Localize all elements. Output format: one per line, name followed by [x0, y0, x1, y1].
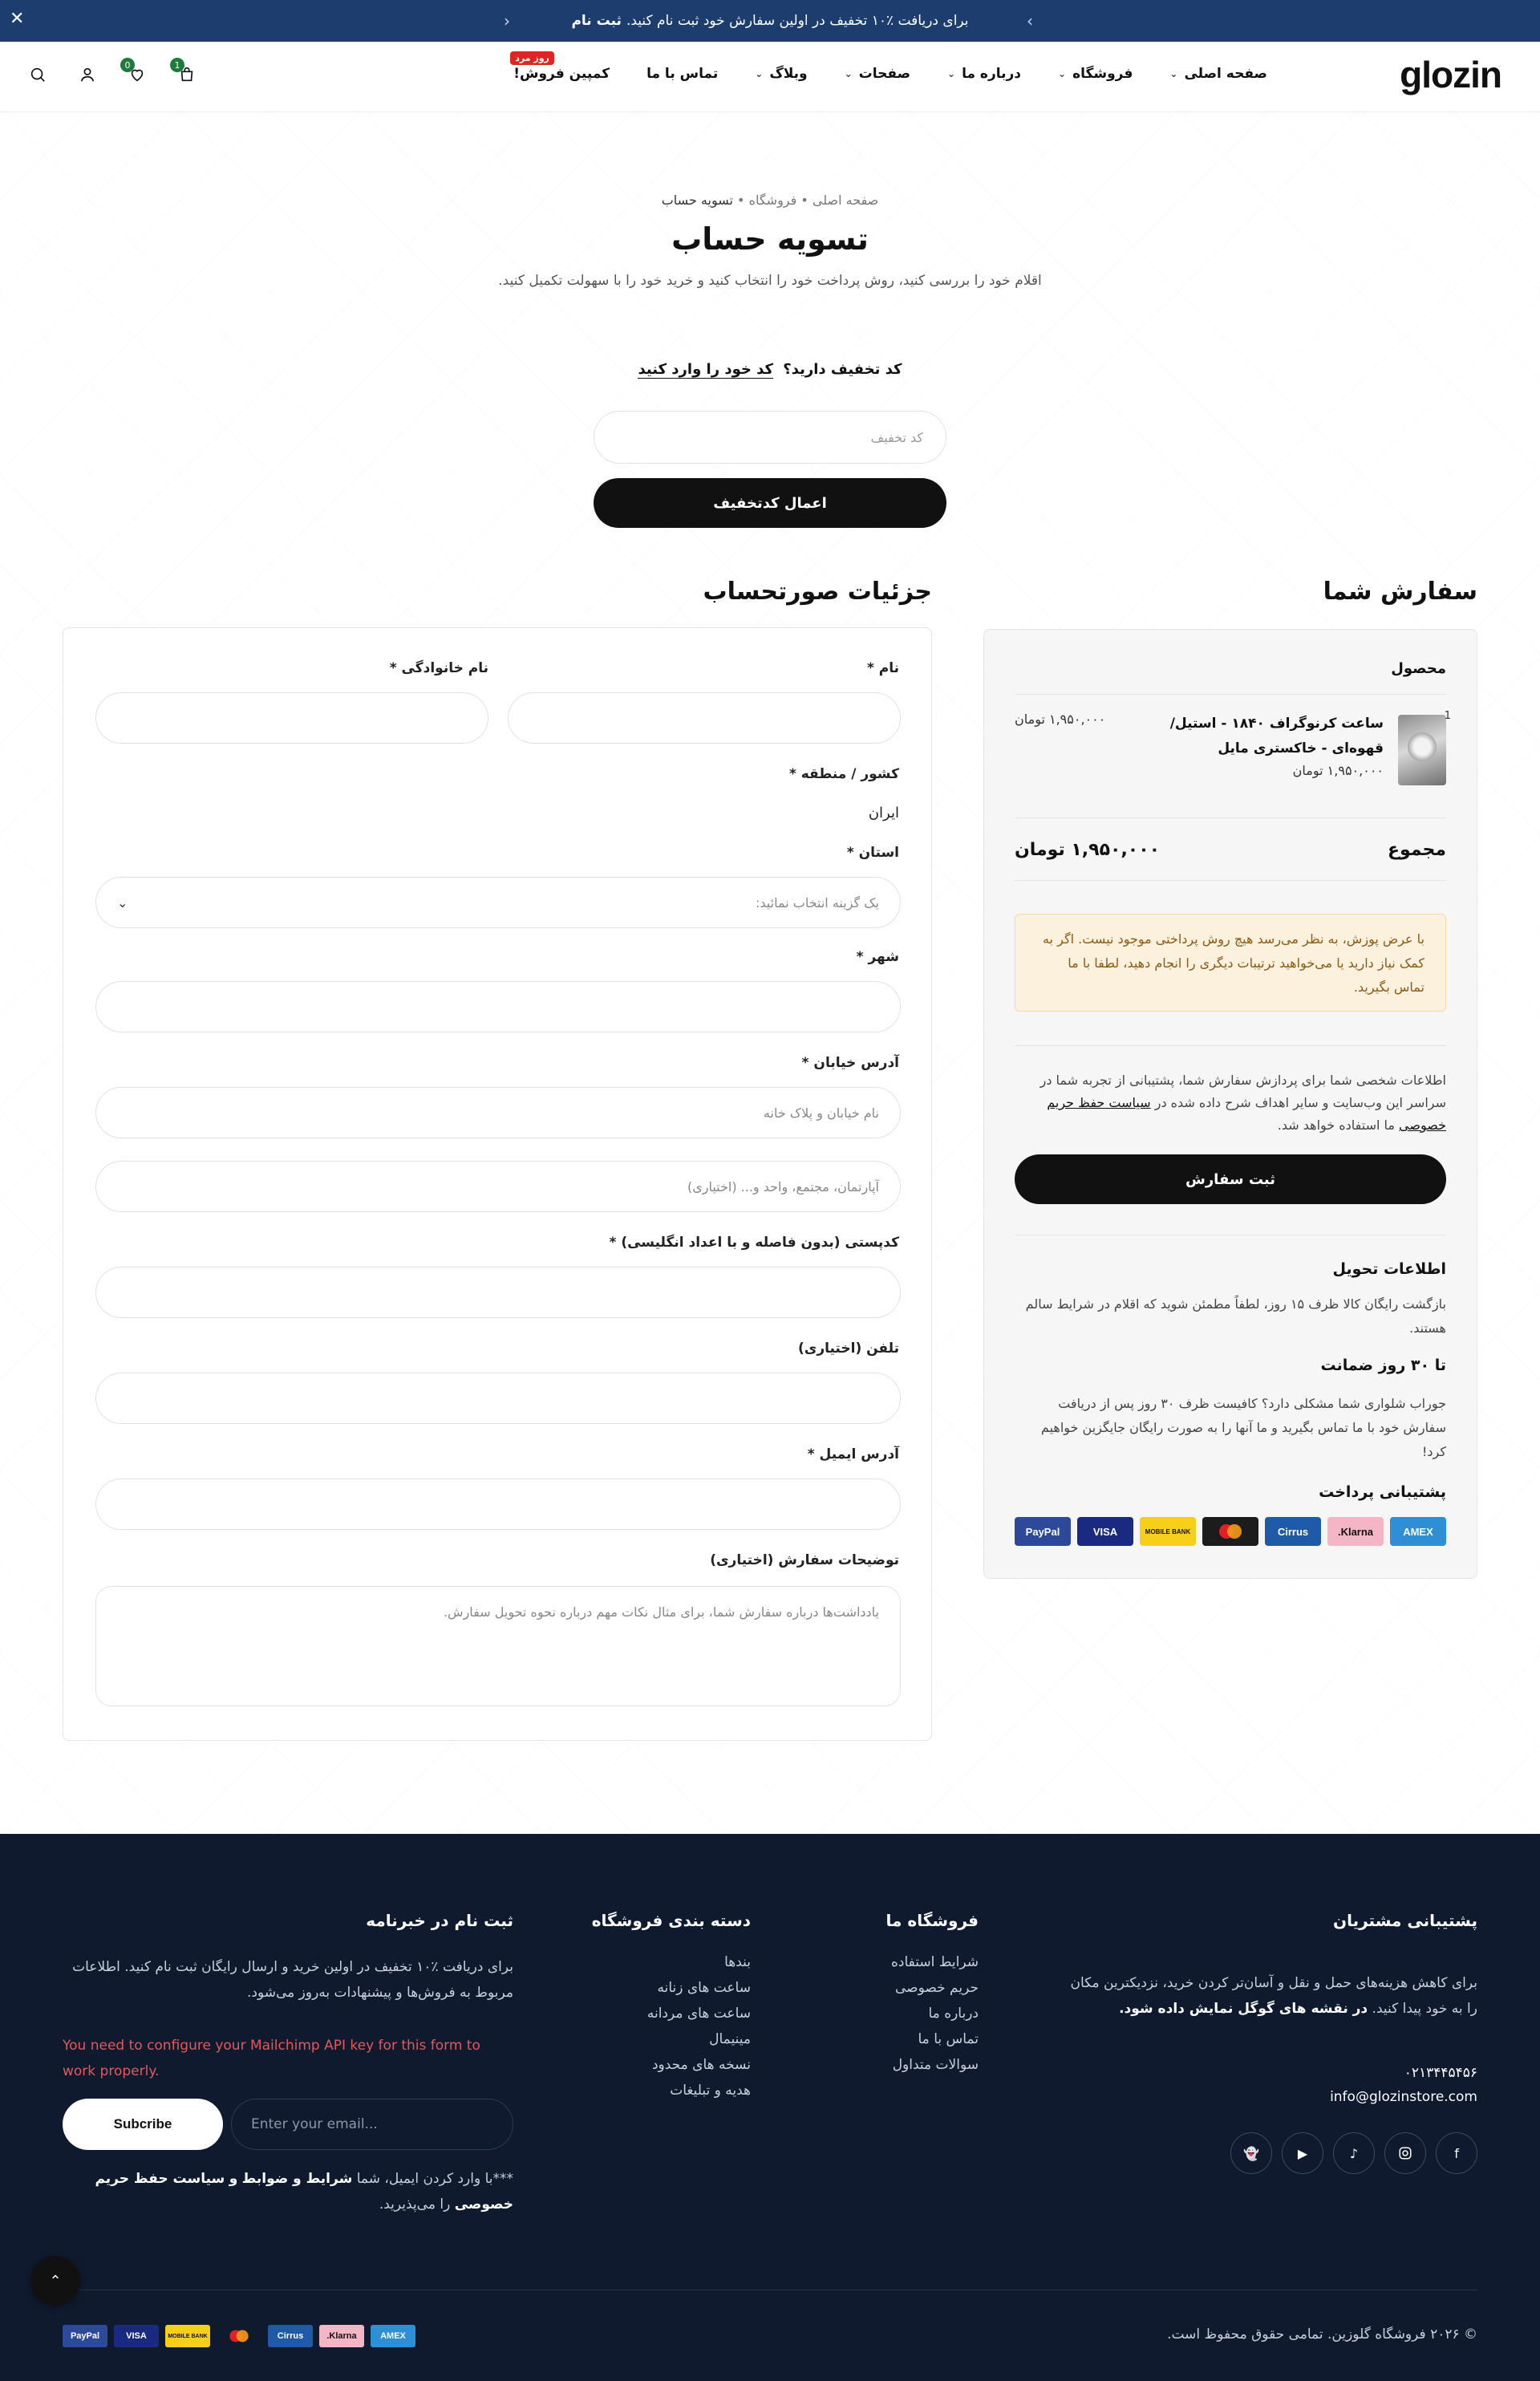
newsletter-email-input[interactable]: Enter your email... [231, 2099, 513, 2150]
search-icon[interactable] [27, 64, 48, 85]
country-label: کشور / منطقه * [788, 766, 899, 782]
nav-about[interactable] [947, 66, 1021, 82]
nav-blog[interactable] [755, 66, 807, 82]
footer-link[interactable]: بندها [724, 1954, 751, 1970]
privacy-text: اطلاعات شخصی شما برای پردازش سفارش شما، پشتیبانی از تجربه شما در سراسر این وب‌سایت و سایر اهداف شرح داده شده در [1040, 1073, 1446, 1110]
instagram-icon[interactable] [1384, 2132, 1426, 2174]
first-name-label: نام * [866, 660, 899, 676]
divider [1015, 1045, 1446, 1046]
topbar-text: برای دریافت ٪۱۰ تخفیف در اولین سفارش خود ثبت نام کنید. [626, 13, 969, 29]
nav-label: صفحه اصلی [1184, 66, 1267, 82]
breadcrumb-separator: • [796, 193, 808, 208]
product-name[interactable]: ساعت کرنوگراف ۱۸۴۰ - استیل/قهوه‌ای - خاکستری مایل [1169, 716, 1384, 756]
snapchat-icon[interactable]: 👻 [1230, 2132, 1272, 2174]
shop-links-title: فروشگاه ما [886, 1911, 979, 1930]
klarna-icon: Klarna. [319, 2325, 364, 2347]
chevron-down-icon: ⌄ [947, 68, 956, 79]
nav-pages[interactable] [845, 66, 910, 82]
support-email[interactable]: info@glozinstore.com [1330, 2089, 1477, 2105]
billing-section-title: جزئیات صورتحساب [703, 578, 932, 606]
product-line-total: ۱,۹۵۰,۰۰۰ تومان [1015, 712, 1106, 727]
warranty-title: تا ۳۰ روز ضمانت [1320, 1357, 1446, 1374]
support-body: برای کاهش هزینه‌های حمل و نقل و آسان‌تر کردن خرید، نزدیکترین مکان را به خود پیدا کنید. [1070, 1975, 1477, 2017]
city-label: شهر * [856, 949, 899, 965]
nav-shop[interactable] [1058, 66, 1133, 82]
topbar-next-icon[interactable]: › [1027, 11, 1033, 30]
apply-coupon-button[interactable]: اعمال کدتخفیف [594, 478, 946, 528]
wishlist-count-badge: 0 [120, 58, 135, 72]
last-name-label: نام خانوادگی * [389, 660, 488, 676]
payment-logos [1015, 1517, 1446, 1546]
state-label: استان * [846, 845, 899, 861]
email-field[interactable] [95, 1478, 901, 1530]
footer-link[interactable]: هدیه و تبلیغات [670, 2083, 751, 2099]
nav-label: تماس با ما [646, 66, 719, 82]
visa-icon: VISA [114, 2325, 159, 2347]
nav-campaign[interactable] [513, 53, 610, 82]
privacy-policy-link[interactable]: سیاست حفظ حریم خصوصی [1047, 1095, 1446, 1133]
newsletter-consent [63, 2166, 513, 2217]
coupon-input[interactable]: کد تخفیف [594, 411, 946, 464]
footer-link[interactable]: ساعت های زنانه [657, 1980, 751, 1996]
visa-icon: VISA [1077, 1517, 1133, 1546]
order-summary [983, 629, 1477, 1579]
coupon-question: کد تخفیف دارید؟ [783, 361, 902, 378]
topbar-close-icon[interactable]: ✕ [10, 9, 25, 29]
state-select-value: یک گزینه انتخاب نمائید: [756, 894, 879, 911]
place-order-button[interactable]: ثبت سفارش [1015, 1154, 1446, 1204]
no-payment-notice: با عرض پوزش، به نظر می‌رسد هیچ روش پرداختی موجود نیست. اگر به کمک نیاز دارید یا می‌خواهید ترتیبات دیگری را انجام دهید، لطفا با ما تماس بگیرید. [1015, 914, 1446, 1012]
watch-face-image [1408, 732, 1437, 761]
campaign-badge: روز مرد [510, 51, 554, 65]
category-links-title: دسته بندی فروشگاه [591, 1911, 751, 1930]
cirrus-icon: Cirrus [268, 2325, 313, 2347]
announcement-bar [0, 0, 1540, 42]
state-select[interactable] [95, 877, 901, 928]
page-subtitle: اقلام خود را بررسی کنید، روش پرداخت خود را انتخاب کنید و خرید خود را با سهولت تکمیل کنید. [498, 273, 1042, 289]
footer-link[interactable]: حریم خصوصی [895, 1980, 979, 1996]
payment-support-title: پشتیبانی پرداخت [1319, 1483, 1446, 1501]
order-section-title: سفارش شما [1323, 578, 1477, 606]
product-thumbnail[interactable] [1398, 715, 1446, 785]
footer-link[interactable]: ساعت های مردانه [646, 2006, 751, 2022]
consent-and: و [229, 2171, 238, 2187]
product-column-header: محصول [1391, 660, 1446, 677]
subscribe-button[interactable]: Subcribe [63, 2099, 223, 2150]
notes-label: توضیحات سفارش (اختیاری) [710, 1552, 899, 1568]
nav-label: فروشگاه [1072, 66, 1133, 82]
delivery-title: اطلاعات تحویل [1332, 1260, 1446, 1278]
footer-link[interactable]: مینیمال [709, 2031, 751, 2047]
cart-icon[interactable] [174, 59, 197, 85]
email-label: آدرس ایمیل * [807, 1446, 899, 1462]
mastercard-icon [1202, 1517, 1258, 1546]
tiktok-icon[interactable]: ♪ [1333, 2132, 1375, 2174]
city-field[interactable] [95, 981, 901, 1032]
nav-label: صفحات [858, 66, 911, 82]
header-icons [27, 59, 197, 85]
topbar-prev-icon[interactable]: ‹ [504, 11, 510, 30]
copyright: © ۲۰۲۶ فروشگاه گلوزین. تمامی حقوق محفوظ است. [1167, 2326, 1477, 2342]
postcode-field[interactable] [95, 1267, 901, 1318]
footer-link[interactable]: نسخه های محدود [651, 2057, 751, 2073]
nav-home[interactable] [1169, 66, 1267, 82]
postcode-label: کدپستی (بدون فاصله و با اعداد انگلیسی) * [609, 1235, 899, 1251]
paypal-icon: PayPal [1015, 1517, 1071, 1546]
breadcrumb-current: تسویه حساب [661, 193, 733, 208]
address2-field[interactable]: آپارتمان، مجتمع، واحد و... (اختیاری) [95, 1161, 901, 1212]
chevron-down-icon: ⌄ [1169, 68, 1178, 79]
privacy-tail: ما استفاده خواهد شد. [1277, 1117, 1395, 1133]
newsletter-title: ثبت نام در خبرنامه [366, 1911, 513, 1930]
last-name-field[interactable] [95, 692, 488, 744]
support-title: پشتیبانی مشتریان [1333, 1911, 1477, 1930]
breadcrumb-home[interactable]: صفحه اصلی [812, 193, 879, 208]
nav-label: کمپین فروش! [513, 66, 610, 82]
breadcrumb-shop[interactable]: فروشگاه [748, 193, 797, 208]
warranty-text: جوراب شلواری شما مشکلی دارد؟ کافیست ظرف ۳۰ روز پس از دریافت سفارش خود با ما تماس بگیرید و ما آنها را به صورت رایگان جایگزین خواهیم کرد! [1040, 1396, 1446, 1459]
coupon-link[interactable]: کد خود را وارد کنید [638, 361, 773, 378]
facebook-icon[interactable]: f [1436, 2132, 1477, 2174]
google-maps-link[interactable]: در نقشه های گوگل نمایش داده شود. [1119, 2001, 1368, 2017]
amex-icon: AMEX [371, 2325, 415, 2347]
chevron-down-icon: ⌄ [117, 894, 128, 911]
site-header [0, 42, 1540, 112]
divider [1015, 817, 1446, 818]
cart-count-badge: 1 [170, 58, 184, 72]
main-nav [513, 53, 1267, 82]
social-links [1230, 2132, 1477, 2174]
shop-links [891, 1954, 979, 2073]
footer-link[interactable]: سوالات متداول [892, 2057, 979, 2073]
nav-label: درباره ما [962, 66, 1022, 82]
site-footer [0, 1834, 1540, 2381]
mailchimp-warning: You need to configure your Mailchimp API key for this form to work properly. [63, 2038, 480, 2079]
footer-payment-logos [63, 2325, 415, 2347]
footer-link[interactable]: تماس با ما [918, 2031, 979, 2047]
coupon-prompt [0, 361, 1540, 378]
footer-link[interactable]: شرایط استفاده [891, 1954, 979, 1970]
total-label: مجموع [1387, 840, 1446, 860]
category-links [647, 1954, 751, 2099]
privacy-link[interactable]: سیاست حفظ حریم خصوصی [95, 2171, 513, 2213]
billing-form [63, 627, 932, 1741]
chevron-down-icon: ⌄ [844, 68, 853, 79]
product-qty: 1 [1444, 710, 1451, 722]
phone-field[interactable] [95, 1373, 901, 1424]
address-field[interactable]: نام خیابان و پلاک خانه [95, 1087, 901, 1138]
delivery-text: بازگشت رایگان کالا ظرف ۱۵ روز، لطفاً مطمئن شوید که اقلام در شرایط سالم هستند. [1025, 1296, 1446, 1336]
divider [1015, 694, 1446, 695]
country-value: ایران [868, 805, 899, 821]
cirrus-icon: Cirrus [1265, 1517, 1321, 1546]
chevron-down-icon: ⌄ [755, 68, 764, 79]
consent-tail: را می‌پذیرید. [379, 2196, 451, 2213]
page-title: تسویه حساب [671, 221, 869, 257]
support-phone[interactable]: ۰۲۱۳۴۴۵۴۵۶ [1404, 2065, 1477, 2081]
privacy-notice [1015, 1069, 1446, 1137]
total-value: ۱,۹۵۰,۰۰۰ تومان [1015, 840, 1161, 860]
wishlist-icon[interactable] [124, 59, 148, 85]
nav-label: وبلاگ [769, 66, 808, 82]
back-to-top-button[interactable] [30, 2256, 80, 2306]
newsletter-text: برای دریافت ٪۱۰ تخفیف در اولین خرید و ارسال رایگان ثبت نام کنید. اطلاعات مربوط به فروش‌ها و پیشنهادات به‌روز می‌شود. [72, 1959, 513, 2001]
youtube-icon[interactable]: ▶ [1282, 2132, 1323, 2174]
klarna-icon: Klarna. [1327, 1517, 1384, 1546]
chevron-down-icon: ⌄ [1058, 68, 1067, 79]
support-text [1068, 1970, 1477, 2022]
chevron-up-icon: ⌃ [49, 2272, 62, 2290]
phone-label: تلفن (اختیاری) [797, 1341, 899, 1357]
footer-link[interactable]: درباره ما [928, 2006, 979, 2022]
product-unit-price: ۱,۹۵۰,۰۰۰ تومان [1292, 763, 1384, 778]
site-logo[interactable]: glozin [1400, 54, 1502, 95]
nav-contact[interactable] [646, 66, 718, 82]
first-name-field[interactable] [508, 692, 901, 744]
terms-link[interactable]: شرایط و ضوابط [241, 2171, 353, 2187]
amex-icon: AMEX [1390, 1517, 1446, 1546]
account-icon[interactable] [77, 64, 98, 85]
mobile-bank-icon: MOBILE BANK [165, 2325, 210, 2347]
breadcrumb-separator: • [732, 193, 745, 208]
divider [1015, 880, 1446, 881]
mastercard-icon [217, 2325, 261, 2347]
consent-text: ***با وارد کردن ایمیل، شما [356, 2171, 513, 2187]
mobile-bank-icon: MOBILE BANK [1140, 1517, 1196, 1546]
breadcrumb [0, 193, 1540, 208]
address-label: آدرس خیابان * [801, 1055, 899, 1071]
paypal-icon: PayPal [63, 2325, 107, 2347]
topbar-signup-link[interactable]: ثبت نام [571, 13, 622, 29]
order-notes-field[interactable]: یادداشت‌ها درباره سفارش شما، برای مثال نکات مهم درباره نحوه تحویل سفارش. [95, 1586, 901, 1706]
